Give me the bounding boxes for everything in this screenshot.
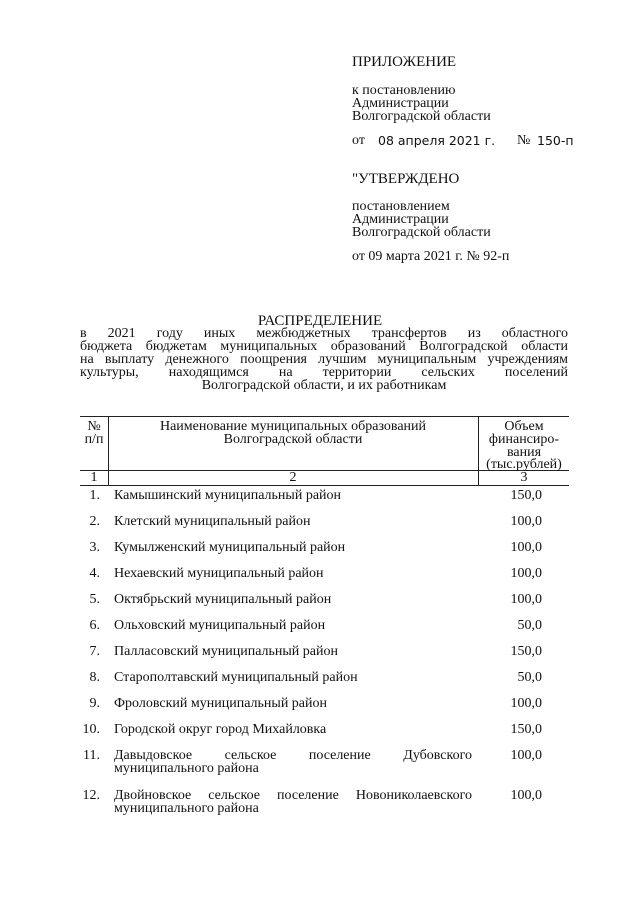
number-prefix: № [517, 133, 531, 148]
colnum-3: 3 [520, 470, 528, 485]
date-prefix: от [352, 133, 365, 148]
row-name: Нехаевский муниципальный район [114, 566, 324, 581]
colnum-1: 1 [90, 470, 98, 485]
row-num: 4. [89, 566, 100, 581]
row-num: 9. [89, 696, 100, 711]
header-num-2: п/п [84, 432, 104, 447]
row-name: Городской округ город Михайловка [114, 722, 327, 737]
row-name: Давыдовское сельское поселение Дубовского [114, 748, 472, 763]
row-num: 1. [89, 488, 100, 503]
row-amount: 100,0 [510, 514, 542, 529]
row-amount: 50,0 [517, 618, 542, 633]
subtitle-line-2: бюджета бюджетам муниципальных образований Волгоградской области [80, 339, 568, 354]
administration: Администрации [352, 96, 449, 111]
row-name: Старополтавский муниципальный район [114, 670, 358, 685]
table-colnum-border [80, 485, 569, 486]
row-name: Палласовский муниципальный район [114, 644, 338, 659]
row-amount: 100,0 [510, 788, 542, 803]
header-name-1: Наименование муниципальных образований [159, 419, 427, 434]
date-value: 08 апреля 2021 г. [378, 133, 496, 148]
row-name: Камышинский муниципальный район [114, 488, 342, 503]
table-top-border [80, 416, 569, 417]
row-num: 2. [89, 514, 100, 529]
row-amount: 150,0 [510, 722, 542, 737]
subtitle-line-5: Волгоградской области, и их работникам [201, 378, 447, 393]
approved-date: от 09 марта 2021 г. № 92-п [352, 249, 510, 264]
subtitle-line-3: на выплату денежного поощрения лучшим муниципальным учреждениям [80, 352, 568, 367]
row-amount: 150,0 [510, 644, 542, 659]
row-amount: 100,0 [510, 592, 542, 607]
row-amount: 100,0 [510, 540, 542, 555]
number-value: 150-п [537, 133, 574, 148]
header-amount-4: (тыс.рублей) [486, 457, 562, 472]
row-amount: 100,0 [510, 696, 542, 711]
subtitle-line-1: в 2021 году иных межбюджетных трансфертов из областного [80, 326, 568, 341]
row-name: Октябрьский муниципальный район [114, 592, 332, 607]
subtitle-line-4: культуры, находящимся на территории сельских поселений [80, 365, 568, 380]
row-num: 11. [83, 748, 100, 763]
row-num: 12. [82, 788, 100, 803]
row-num: 8. [89, 670, 100, 685]
row-amount: 150,0 [510, 488, 542, 503]
to-resolution: к постановлению [352, 83, 456, 98]
row-num: 7. [89, 644, 100, 659]
header-amount-3: вания [506, 445, 542, 460]
document-title: РАСПРЕДЕЛЕНИЕ [257, 313, 383, 329]
row-amount: 100,0 [510, 566, 542, 581]
approved-line3: Волгоградской области [352, 225, 491, 240]
approved-line2: Администрации [352, 212, 449, 227]
header-amount-1: Объем [504, 419, 544, 434]
row-name: Фроловский муниципальный район [114, 696, 328, 711]
header-name-2: Волгоградской области [223, 432, 363, 447]
header-num-1: № [87, 419, 101, 434]
approved-title: "УТВЕРЖДЕНО [352, 171, 460, 187]
row-num: 10. [82, 722, 100, 737]
row-num: 6. [89, 618, 100, 633]
row-amount: 100,0 [510, 748, 542, 763]
appendix-title: ПРИЛОЖЕНИЕ [352, 54, 457, 70]
row-name: Клетский муниципальный район [114, 514, 311, 529]
header-amount-2: финансиро- [488, 432, 560, 447]
approved-line1: постановлением [352, 199, 450, 214]
row-name-cont: муниципального района [114, 801, 259, 816]
row-name-cont: муниципального района [114, 761, 259, 776]
row-amount: 50,0 [517, 670, 542, 685]
colnum-2: 2 [289, 470, 297, 485]
row-name: Кумылженский муниципальный район [114, 540, 346, 555]
row-num: 3. [89, 540, 100, 555]
row-name: Двойновское сельское поселение Новониколаевского [114, 788, 472, 803]
region: Волгоградской области [352, 109, 491, 124]
row-name: Ольховский муниципальный район [114, 618, 326, 633]
row-num: 5. [89, 592, 100, 607]
